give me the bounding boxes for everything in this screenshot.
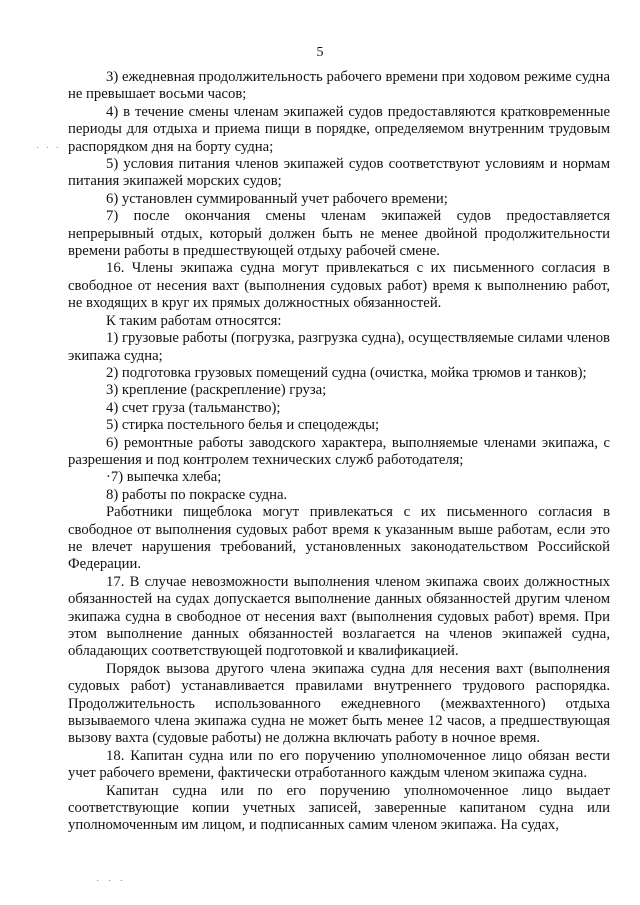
paragraph-item-4: 4) в течение смены членам экипажей судов предоставляются кратковременные периоды для отдыха и приема пищи в порядке, определяемом внутренним трудовым распорядком дня на борту судна; bbox=[68, 103, 610, 155]
list-item-8: 8) работы по покраске судна. bbox=[106, 486, 288, 503]
list-item-4: 4) счет груза (тальманство); bbox=[106, 399, 281, 416]
paragraph-clause-16: 16. Члены экипажа судна могут привлекаться с их письменного согласия в свободное от несения вахт (выполнения судовых работ) время к выполнению работ, не входящих в круг их прямых должностных обязанностей. bbox=[68, 260, 610, 312]
paragraph-item-5: 5) условия питания членов экипажей судов соответствуют условиям и нормам питания экипажей морских судов; bbox=[68, 156, 610, 190]
list-item-5: 5) стирка постельного белья и спецодежды; bbox=[106, 417, 380, 434]
list-item-7: ·7) выпечка хлеба; bbox=[106, 469, 222, 486]
paragraph-item-6: 6) установлен суммированный учет рабочего времени; bbox=[106, 190, 448, 207]
paragraph-call-procedure: Порядок вызова другого члена экипажа судна для несения вахт (выполнения судовых работ) устанавливается правилами внутреннего трудового распорядка. Продолжительность использованного ежедневного (межвахтенного) отдыха вызываемого члена экипажа судна не может быть менее 12 часов, а предшествующая вызову вахта (судовые работы) не должна включать работу в ночное время. bbox=[68, 660, 610, 747]
paragraph-galley-staff: Работники пищеблока могут привлекаться с их письменного согласия в свободное от выполнения судовых работ время к указанным выше работам, если это не влечет нарушения требований, установленных законодательством Российской Федерации. bbox=[68, 504, 610, 573]
list-item-1: 1) грузовые работы (погрузка, разгрузка судна), осуществляемые силами членов экипажа судна; bbox=[68, 330, 610, 364]
document-body bbox=[68, 69, 610, 835]
scan-specks: · · · bbox=[36, 143, 61, 154]
paragraph-clause-17: 17. В случае невозможности выполнения членом экипажа своих должностных обязанностей на судах допускается выполнение данных обязанностей другим членом экипажа судна в свободное от несения вахт (выполнения судовых работ) время. При этом выполнение данных обязанностей возлагается на членов экипажей судна, обладающих соответствующей подготовкой и квалификацией. bbox=[68, 573, 610, 660]
paragraph-clause-18: 18. Капитан судна или по его поручению уполномоченное лицо обязан вести учет рабочего времени, фактически отработанного каждым членом экипажа судна. bbox=[68, 747, 610, 782]
paragraph-item-7: 7) после окончания смены членам экипажей судов предоставляется непрерывный отдых, который должен быть не менее двойной продолжительности времени работы в предшествующей отдыху рабочей смене. bbox=[68, 208, 610, 260]
page-number: 5 bbox=[316, 45, 324, 60]
paragraph-captain-copies: Капитан судна или по его поручению уполномоченное лицо выдает соответствующие копии учетных записей, заверенные капитаном судна или уполномоченным им лицом, и подписанных самим членом экипажа. На судах, bbox=[68, 782, 610, 834]
paragraph-list-intro: К таким работам относятся: bbox=[106, 312, 282, 329]
paragraph-item-3: 3) ежедневная продолжительность рабочего времени при ходовом режиме судна не превышает восьми часов; bbox=[68, 69, 610, 103]
scan-specks-bottom: · · · bbox=[96, 876, 126, 887]
list-item-6: 6) ремонтные работы заводского характера, выполняемые членами экипажа, с разрешения и под контролем технических служб работодателя; bbox=[68, 434, 610, 468]
list-item-2: 2) подготовка грузовых помещений судна (очистка, мойка трюмов и танков); bbox=[106, 364, 587, 381]
list-item-3: 3) крепление (раскрепление) груза; bbox=[106, 382, 327, 399]
